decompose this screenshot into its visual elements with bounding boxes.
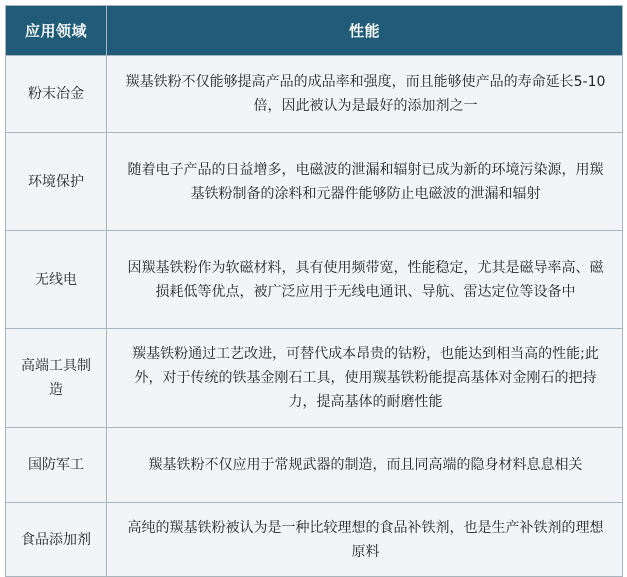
row-field-cell: 无线电 — [6, 231, 107, 329]
row-performance-cell: 因羰基铁粉作为软磁材料，具有使用频带宽，性能稳定，尤其是磁导率高、磁损耗低等优点，被广泛应用于无线电通讯、导航、雷达定位等设备中 — [107, 231, 623, 329]
table-row — [6, 56, 623, 133]
row-performance-cell: 羰基铁粉通过工艺改进，可替代成本昂贵的钴粉，也能达到相当高的性能;此外，对于传统的铁基金刚石工具，使用羰基铁粉能提高基体对金刚石的把持力，提高基体的耐磨性能 — [107, 329, 623, 428]
table-row — [6, 329, 623, 428]
row-field-cell: 环境保护 — [6, 133, 107, 231]
row-performance-cell: 羰基铁粉不仅应用于常规武器的制造，而且同高端的隐身材料息息相关 — [107, 428, 623, 503]
row-performance-cell: 高纯的羰基铁粉被认为是一种比较理想的食品补铁剂，也是生产补铁剂的理想原料 — [107, 503, 623, 577]
application-performance-table — [5, 5, 623, 577]
row-field-cell: 粉末冶金 — [6, 56, 107, 133]
header-application-field: 应用领域 — [6, 6, 107, 56]
row-performance-cell: 羰基铁粉不仅能够提高产品的成品率和强度，而且能够使产品的寿命延长5-10倍，因此被认为是最好的添加剂之一 — [107, 56, 623, 133]
header-performance: 性能 — [107, 6, 623, 56]
table-row — [6, 503, 623, 577]
table-row — [6, 133, 623, 231]
table-row — [6, 231, 623, 329]
application-table-container — [5, 5, 622, 577]
table-header-row — [6, 6, 623, 56]
row-field-cell: 食品添加剂 — [6, 503, 107, 577]
row-field-cell: 国防军工 — [6, 428, 107, 503]
table-row — [6, 428, 623, 503]
row-performance-cell: 随着电子产品的日益增多，电磁波的泄漏和辐射已成为新的环境污染源，用羰基铁粉制备的涂料和元器件能够防止电磁波的泄漏和辐射 — [107, 133, 623, 231]
row-field-cell: 高端工具制造 — [6, 329, 107, 428]
